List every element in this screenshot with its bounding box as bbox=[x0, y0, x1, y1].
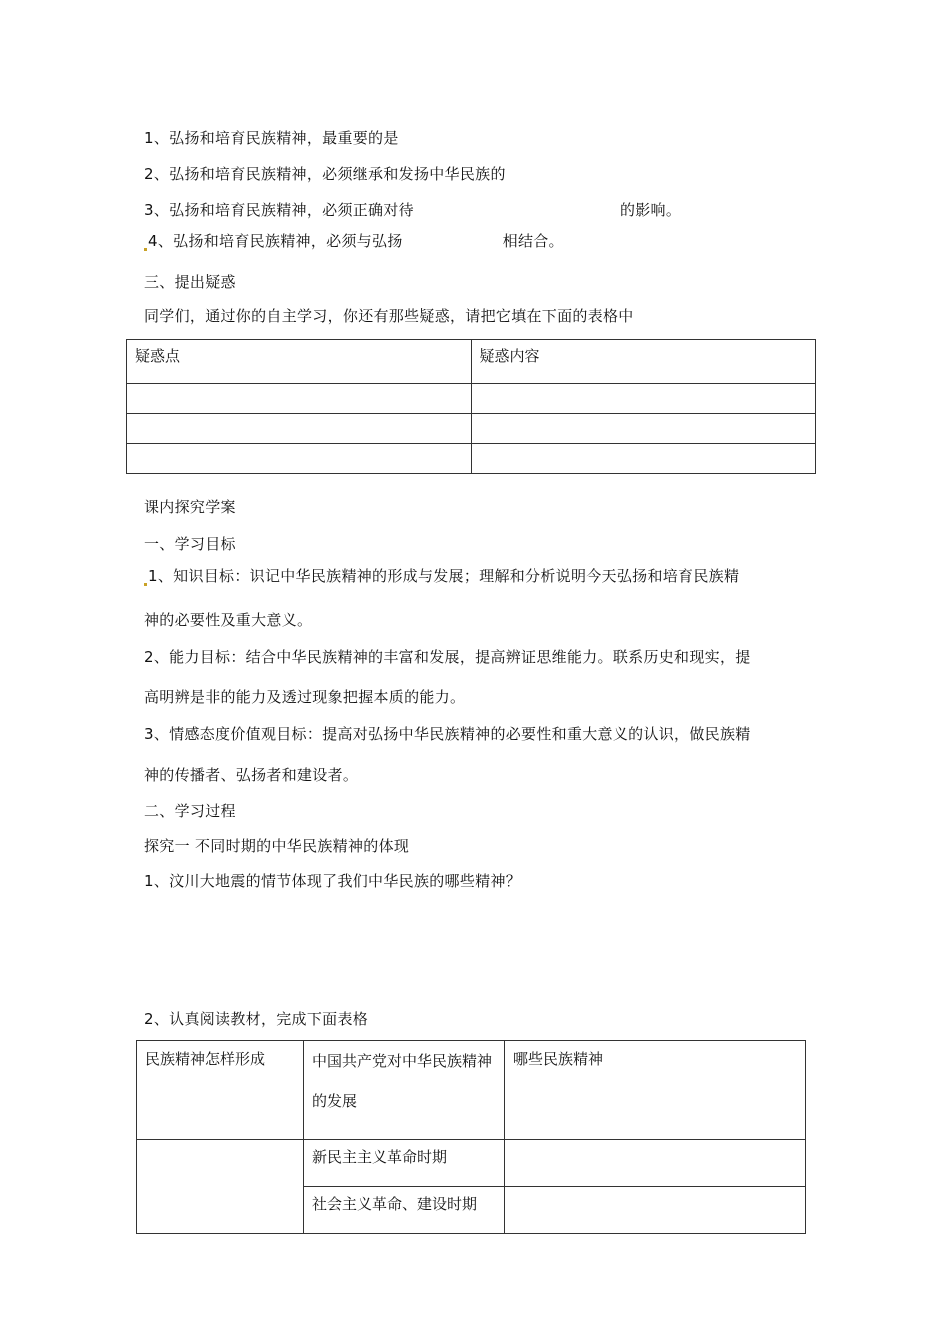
item-3-text: 3、弘扬和培育民族精神，必须正确对待 bbox=[144, 201, 414, 219]
table-row bbox=[127, 340, 816, 384]
goal-3-line-1: 3、情感态度价值观目标：提高对弘扬中华民族精神的必要性和重大意义的认识，做民族精 bbox=[144, 725, 751, 743]
spirits-header: 哪些民族精神 bbox=[505, 1041, 806, 1140]
table-row bbox=[137, 1140, 806, 1187]
item-2: 2、弘扬和培育民族精神，必须继承和发扬中华民族的 bbox=[144, 165, 506, 183]
table-cell[interactable] bbox=[471, 414, 816, 444]
spirit-table bbox=[136, 1040, 806, 1234]
goal-1-line-2: 神的必要性及重大意义。 bbox=[144, 611, 313, 629]
doubt-content-header: 疑惑内容 bbox=[471, 340, 816, 384]
table-row bbox=[127, 444, 816, 474]
table-cell[interactable] bbox=[137, 1140, 304, 1234]
period-new-democratic: 新民主主义革命时期 bbox=[304, 1140, 505, 1187]
section-3-intro: 同学们，通过你的自主学习，你还有那些疑惑，请把它填在下面的表格中 bbox=[144, 307, 634, 325]
table-cell[interactable] bbox=[505, 1187, 806, 1234]
item-3-tail: 的影响。 bbox=[619, 201, 682, 219]
period-socialist: 社会主义革命、建设时期 bbox=[304, 1187, 505, 1234]
table-cell[interactable] bbox=[505, 1140, 806, 1187]
table-row bbox=[127, 384, 816, 414]
inclass-title: 课内探究学案 bbox=[144, 498, 236, 516]
question-2: 2、认真阅读教材，完成下面表格 bbox=[144, 1010, 369, 1028]
item-3 bbox=[144, 200, 681, 220]
goal-1-text: 1、知识目标：识记中华民族精神的形成与发展；理解和分析说明今天弘扬和培育民族精 bbox=[148, 567, 740, 585]
question-1: 1、汶川大地震的情节体现了我们中华民族的哪些精神？ bbox=[144, 872, 522, 890]
item-4 bbox=[144, 231, 564, 251]
table-cell[interactable] bbox=[127, 414, 472, 444]
item-1: 1、弘扬和培育民族精神，最重要的是 bbox=[144, 129, 399, 147]
party-development-header: 中国共产党对中华民族精神的发展 bbox=[304, 1041, 505, 1140]
doubts-table bbox=[126, 339, 816, 474]
goals-title: 一、学习目标 bbox=[144, 535, 236, 553]
doubt-point-header: 疑惑点 bbox=[127, 340, 472, 384]
table-cell[interactable] bbox=[471, 444, 816, 474]
item-4-tail: 相结合。 bbox=[502, 232, 564, 250]
goal-2-line-1: 2、能力目标：结合中华民族精神的丰富和发展，提高辨证思维能力。联系历史和现实，提 bbox=[144, 648, 751, 666]
item-4-text: 4、弘扬和培育民族精神，必须与弘扬 bbox=[148, 232, 403, 250]
table-cell[interactable] bbox=[471, 384, 816, 414]
table-row bbox=[137, 1041, 806, 1140]
formation-header: 民族精神怎样形成 bbox=[137, 1041, 304, 1140]
table-cell[interactable] bbox=[127, 384, 472, 414]
goal-2-line-2: 高明辨是非的能力及透过现象把握本质的能力。 bbox=[144, 688, 466, 706]
process-title: 二、学习过程 bbox=[144, 802, 236, 820]
goal-1-line-1 bbox=[144, 566, 739, 586]
goal-3-line-2: 神的传播者、弘扬者和建设者。 bbox=[144, 766, 359, 784]
section-3-title: 三、提出疑惑 bbox=[144, 273, 236, 291]
table-row bbox=[127, 414, 816, 444]
table-cell[interactable] bbox=[127, 444, 472, 474]
explore-1-title: 探究一 不同时期的中华民族精神的体现 bbox=[144, 837, 410, 855]
